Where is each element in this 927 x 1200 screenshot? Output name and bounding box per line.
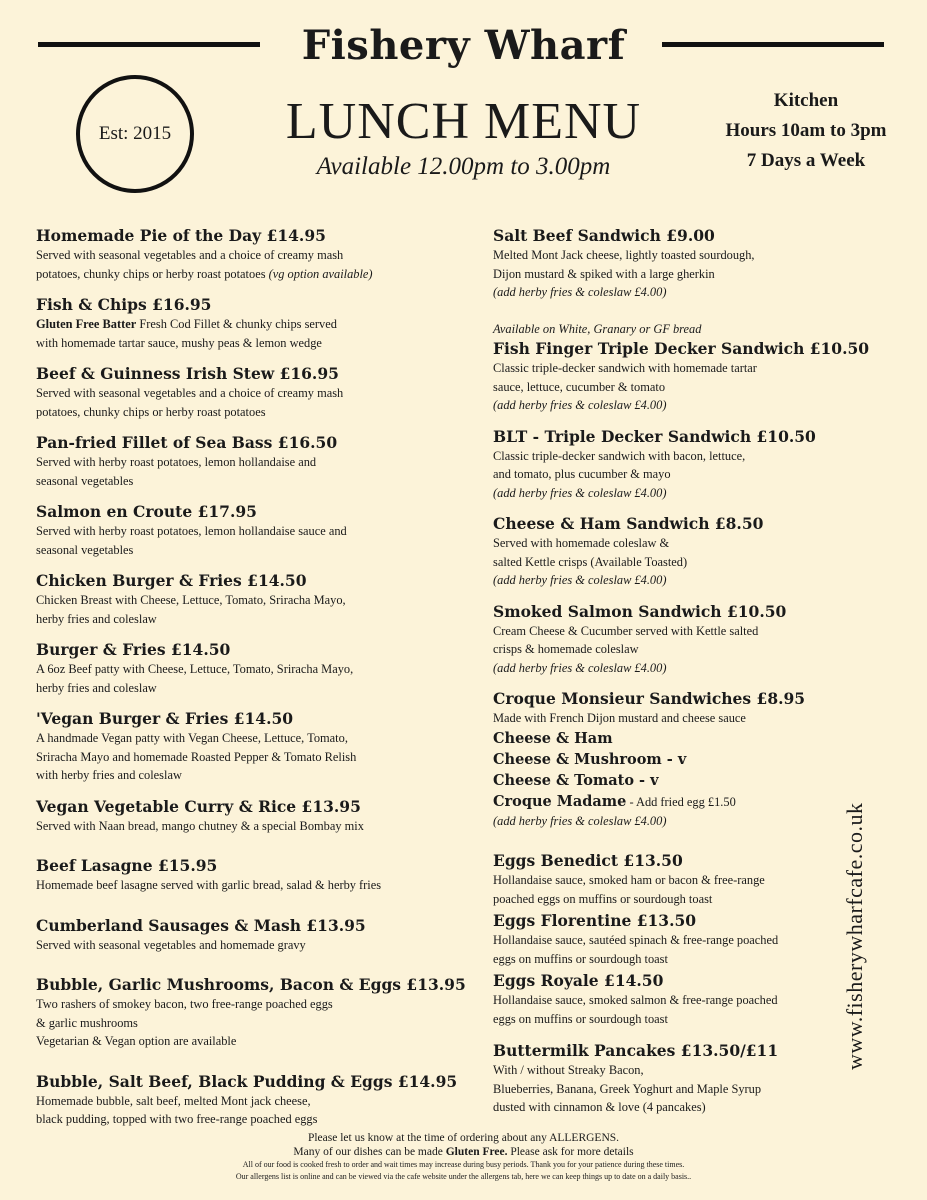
- menu-item-name: Vegan Vegetable Curry & Rice £13.95: [36, 796, 361, 816]
- menu-item-name: Bubble, Salt Beef, Black Pudding & Eggs £14.95: [36, 1071, 458, 1091]
- menu-item-name: Buttermilk Pancakes £13.50/£11: [493, 1041, 779, 1060]
- menu-item-desc: crisps & homemade coleslaw: [493, 642, 639, 656]
- menu-item: [493, 320, 873, 415]
- menu-item-desc: [36, 315, 481, 334]
- menu-item-name: Cumberland Sausages & Mash £13.95: [36, 915, 366, 935]
- menu-item-name: 'Vegan Burger & Fries £14.50: [36, 709, 294, 728]
- menu-item-desc: herby fries and coleslaw: [36, 611, 157, 626]
- menu-item-name: Fish & Chips £16.95: [36, 295, 212, 314]
- menu-item-desc: & garlic mushrooms: [36, 1015, 138, 1030]
- menu-item-name: Beef Lasagne £15.95: [36, 856, 218, 875]
- vegan-option-note: (vg option available): [268, 266, 373, 281]
- menu-item-desc: Vegetarian & Vegan option are available: [36, 1034, 237, 1048]
- menu-item-desc: Served with seasonal vegetables and a choice of creamy mash: [36, 386, 344, 400]
- add-on-note: (add herby fries & coleslaw £4.00): [493, 285, 667, 299]
- menu-item-desc: Cream Cheese & Cucumber served with Kettle salted: [493, 623, 759, 638]
- croque-madame: [493, 791, 873, 812]
- add-on-note: (add herby fries & coleslaw £4.00): [493, 485, 667, 500]
- menu-item-desc-text: Fresh Cod Fillet & chunky chips served: [139, 317, 337, 331]
- menu-item: [493, 225, 873, 302]
- menu-item-desc: Sriracha Mayo and homemade Roasted Pepper & Tomato Relish: [36, 749, 357, 764]
- restaurant-name: Fishery Wharf: [301, 22, 626, 69]
- menu-item-name: Homemade Pie of the Day £14.95: [36, 226, 326, 245]
- menu-item-desc: Chicken Breast with Cheese, Lettuce, Tomato, Sriracha Mayo,: [36, 593, 346, 607]
- established-text: Est: 2015: [98, 123, 172, 144]
- menu-item-name: Eggs Benedict £13.50: [493, 851, 683, 870]
- menu-item-desc: [36, 265, 481, 284]
- menu-item-name: Beef & Guinness Irish Stew £16.95: [36, 364, 339, 383]
- menu-title: LUNCH MENU: [285, 93, 642, 150]
- menu-item: [36, 1071, 481, 1129]
- gluten-free-notice-post: Please ask for more details: [507, 1145, 634, 1158]
- kitchen-hours-line: 7 Days a Week: [746, 150, 866, 171]
- menu-item-desc: Served with seasonal vegetables and a choice of creamy mash: [36, 248, 344, 262]
- menu-item-desc: dusted with cinnamon & love (4 pancakes): [493, 1100, 706, 1114]
- bread-options-note: Available on White, Granary or GF bread: [493, 321, 702, 336]
- menu-item-name: BLT - Triple Decker Sandwich £10.50: [493, 426, 816, 446]
- kitchen-hours: [690, 86, 922, 176]
- menu-item-desc: poached eggs on muffins or sourdough toast: [493, 891, 713, 906]
- menu-item-name: Bubble, Garlic Mushrooms, Bacon & Eggs £13.95: [36, 975, 466, 994]
- menu-item-name: Salt Beef Sandwich £9.00: [493, 226, 715, 245]
- menu-item: [36, 796, 481, 836]
- menu-item: [36, 294, 481, 352]
- kitchen-hours-line: Kitchen: [773, 90, 839, 111]
- kitchen-hours-line: Hours 10am to 3pm: [725, 120, 887, 141]
- menu-item-desc: A handmade Vegan patty with Vegan Cheese, Lettuce, Tomato,: [36, 731, 348, 745]
- menu-item-desc: seasonal vegetables: [36, 542, 134, 557]
- menu-item-desc: Classic triple-decker sandwich with bacon, lettuce,: [493, 448, 746, 463]
- add-on-note: (add herby fries & coleslaw £4.00): [493, 813, 667, 828]
- croque-option: Cheese & Ham: [493, 729, 613, 747]
- menu-item: [36, 639, 481, 697]
- menu-item: [493, 850, 873, 908]
- menu-item: [493, 513, 873, 590]
- menu-item-desc: Blueberries, Banana, Greek Yoghurt and Maple Syrup: [493, 1081, 762, 1096]
- menu-item-name: Pan-fried Fillet of Sea Bass £16.50: [36, 433, 338, 452]
- menu-item: [36, 855, 481, 895]
- add-on-note: (add herby fries & coleslaw £4.00): [493, 398, 667, 412]
- cooking-notice: All of our food is cooked fresh to order and wait times may increase during busy periods. Thank you for your patience during these times.: [242, 1160, 685, 1169]
- menu-item-desc: and tomato, plus cucumber & mayo: [493, 467, 671, 481]
- menu-item: [493, 970, 873, 1028]
- menu-item-desc: Served with homemade coleslaw &: [493, 536, 670, 550]
- menu-item-desc: potatoes, chunky chips or herby roast potatoes: [36, 404, 266, 419]
- menu-item: [36, 432, 481, 490]
- gluten-free-notice-bold: Gluten Free.: [445, 1145, 508, 1158]
- menu-item-desc: sauce, lettuce, cucumber & tomato: [493, 379, 666, 394]
- availability-text: Available 12.00pm to 3.00pm: [316, 153, 611, 180]
- menu-item-desc: Made with French Dijon mustard and cheese sauce: [493, 711, 746, 725]
- menu-item-name: Burger & Fries £14.50: [36, 640, 231, 659]
- menu-item-name: Eggs Royale £14.50: [493, 971, 664, 990]
- menu-item-desc: eggs on muffins or sourdough toast: [493, 1011, 668, 1026]
- gluten-free-notice-pre: Many of our dishes can be made: [293, 1145, 446, 1158]
- menu-item-desc: Hollandaise sauce, smoked salmon & free-range poached: [493, 993, 778, 1007]
- menu-item-desc: Served with seasonal vegetables and homemade gravy: [36, 937, 306, 952]
- menu-item-desc: Classic triple-decker sandwich with homemade tartar: [493, 361, 757, 375]
- established-badge: [76, 75, 194, 193]
- menu-item-name: Eggs Florentine £13.50: [493, 911, 697, 930]
- menu-item-desc: Dijon mustard & spiked with a large gherkin: [493, 266, 715, 281]
- menu-item: [493, 910, 873, 968]
- menu-item: [493, 1040, 873, 1117]
- menu-item-desc: black pudding, topped with two free-range poached eggs: [36, 1112, 318, 1126]
- menu-item-desc: Two rashers of smokey bacon, two free-range poached eggs: [36, 997, 333, 1011]
- menu-item: [36, 974, 481, 1051]
- menu-item: [36, 570, 481, 628]
- menu-item: [36, 501, 481, 559]
- add-on-note: (add herby fries & coleslaw £4.00): [493, 660, 667, 675]
- croque-madame-name: Croque Madame: [493, 792, 627, 810]
- croque-option: Cheese & Mushroom - v: [493, 750, 687, 768]
- right-menu-column: [493, 225, 873, 1128]
- menu-item-desc-text: potatoes, chunky chips or herby roast potatoes: [36, 266, 266, 281]
- menu-item: [493, 426, 873, 503]
- gluten-free-label: Gluten Free Batter: [36, 317, 137, 331]
- menu-item-desc: herby fries and coleslaw: [36, 680, 157, 695]
- menu-item-desc: salted Kettle crisps (Available Toasted): [493, 554, 688, 569]
- menu-item-desc: With / without Streaky Bacon,: [493, 1063, 644, 1077]
- menu-item-name: Cheese & Ham Sandwich £8.50: [493, 514, 764, 533]
- menu-item-name: Fish Finger Triple Decker Sandwich £10.50: [493, 339, 870, 358]
- menu-item-desc: with homemade tartar sauce, mushy peas & lemon wedge: [36, 335, 322, 350]
- menu-item-desc: Homemade beef lasagne served with garlic bread, salad & herby fries: [36, 878, 382, 892]
- menu-item-name: Salmon en Croute £17.95: [36, 502, 257, 521]
- add-on-note: (add herby fries & coleslaw £4.00): [493, 573, 667, 587]
- menu-item-desc: Hollandaise sauce, smoked ham or bacon & free-range: [493, 873, 765, 887]
- menu-item-name: Croque Monsieur Sandwiches £8.95: [493, 689, 806, 708]
- footer: [0, 1132, 927, 1182]
- menu-item-desc: with herby fries and coleslaw: [36, 768, 182, 782]
- menu-item: [36, 363, 481, 421]
- allergens-online-notice: Our allergens list is online and can be viewed via the cafe website under the allergens tab, here we can keep things up to date on a daily basis..: [235, 1171, 692, 1181]
- left-menu-column: [36, 225, 481, 1140]
- menu-item-desc: Served with herby roast potatoes, lemon hollandaise sauce and: [36, 524, 347, 538]
- menu-item: [493, 601, 873, 678]
- menu-item-desc: A 6oz Beef patty with Cheese, Lettuce, Tomato, Sriracha Mayo,: [36, 662, 354, 676]
- allergen-notice: Please let us know at the time of ordering about any ALLERGENS.: [307, 1132, 620, 1144]
- menu-item-desc: Melted Mont Jack cheese, lightly toasted sourdough,: [493, 248, 755, 262]
- gluten-free-notice: [0, 1146, 927, 1160]
- croque-madame-desc: - Add fried egg £1.50: [626, 794, 736, 809]
- menu-item-desc: eggs on muffins or sourdough toast: [493, 951, 668, 966]
- menu-item-desc: Served with herby roast potatoes, lemon hollandaise and: [36, 455, 317, 469]
- menu-item-desc: Served with Naan bread, mango chutney & a special Bombay mix: [36, 818, 364, 833]
- menu-item: [36, 708, 481, 785]
- croque-section: [493, 688, 873, 830]
- website-url: www.fisherywharfcafe.co.uk: [842, 802, 867, 1070]
- menu-item-name: Smoked Salmon Sandwich £10.50: [493, 601, 787, 621]
- menu-item: [36, 225, 481, 283]
- menu-item-name: Chicken Burger & Fries £14.50: [36, 571, 307, 590]
- croque-option: Cheese & Tomato - v: [493, 771, 659, 789]
- menu-item-desc: Homemade bubble, salt beef, melted Mont jack cheese,: [36, 1093, 311, 1108]
- menu-item-desc: Hollandaise sauce, sautéed spinach & free-range poached: [493, 933, 779, 947]
- menu-item-desc: seasonal vegetables: [36, 473, 134, 488]
- menu-item: [36, 915, 481, 955]
